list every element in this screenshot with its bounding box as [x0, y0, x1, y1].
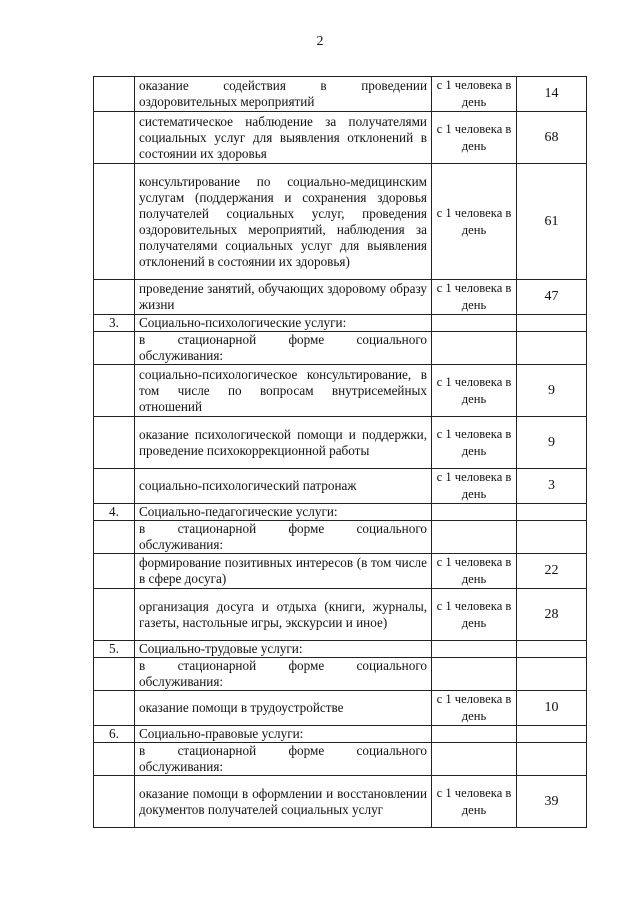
- service-value: 39: [517, 776, 587, 828]
- service-name: систематическое наблюдение за получателями социальных услуг для выявления отклонений в состоянии их здоровья: [135, 112, 432, 164]
- table-row: [94, 776, 587, 828]
- table-row: [94, 417, 587, 469]
- unit-of-measure: с 1 человека в день: [432, 776, 517, 828]
- table-row: [94, 504, 587, 521]
- unit-of-measure: с 1 человека в день: [432, 112, 517, 164]
- row-number: 5.: [94, 641, 135, 658]
- row-number: [94, 365, 135, 417]
- table-row: [94, 332, 587, 365]
- service-name: формирование позитивных интересов (в том числе в сфере досуга): [135, 554, 432, 589]
- unit-of-measure: с 1 человека в день: [432, 691, 517, 726]
- service-name: проведение занятий, обучающих здоровому образу жизни: [135, 280, 432, 315]
- row-number: [94, 280, 135, 315]
- service-value: 22: [517, 554, 587, 589]
- row-number: [94, 164, 135, 280]
- table-row: [94, 280, 587, 315]
- service-value: [517, 743, 587, 776]
- table-row: [94, 469, 587, 504]
- service-name: социально-психологический патронаж: [135, 469, 432, 504]
- unit-of-measure: [432, 332, 517, 365]
- row-number: [94, 417, 135, 469]
- service-name: оказание помощи в трудоустройстве: [135, 691, 432, 726]
- unit-of-measure: с 1 человека в день: [432, 417, 517, 469]
- service-name: организация досуга и отдыха (книги, журналы, газеты, настольные игры, экскурсии и иное): [135, 589, 432, 641]
- service-name: оказание помощи в оформлении и восстановлении документов получателей социальных услуг: [135, 776, 432, 828]
- service-name: в стационарной форме социального обслуживания:: [135, 521, 432, 554]
- unit-of-measure: [432, 315, 517, 332]
- service-value: [517, 521, 587, 554]
- table-row: [94, 658, 587, 691]
- service-value: [517, 504, 587, 521]
- service-name: Социально-психологические услуги:: [135, 315, 432, 332]
- unit-of-measure: [432, 641, 517, 658]
- service-name: оказание содействия в проведении оздоровительных мероприятий: [135, 77, 432, 112]
- table-row: [94, 77, 587, 112]
- row-number: [94, 469, 135, 504]
- row-number: [94, 332, 135, 365]
- row-number: [94, 743, 135, 776]
- service-value: [517, 641, 587, 658]
- unit-of-measure: с 1 человека в день: [432, 365, 517, 417]
- unit-of-measure: [432, 726, 517, 743]
- service-name: консультирование по социально-медицинским услугам (поддержания и сохранения здоровья получателей социальных услуг, проведения оздоровительных мероприятий, наблюдения за получателями социальных услуг для выявления отклонений в состоянии их здоровья): [135, 164, 432, 280]
- service-name: Социально-правовые услуги:: [135, 726, 432, 743]
- row-number: [94, 589, 135, 641]
- row-number: [94, 554, 135, 589]
- services-table: [93, 76, 587, 828]
- service-name: в стационарной форме социального обслуживания:: [135, 743, 432, 776]
- unit-of-measure: с 1 человека в день: [432, 280, 517, 315]
- table-row: [94, 641, 587, 658]
- unit-of-measure: с 1 человека в день: [432, 77, 517, 112]
- table-row: [94, 315, 587, 332]
- service-name: в стационарной форме социального обслуживания:: [135, 658, 432, 691]
- service-value: 9: [517, 417, 587, 469]
- row-number: [94, 691, 135, 726]
- service-value: 28: [517, 589, 587, 641]
- row-number: [94, 521, 135, 554]
- service-value: 10: [517, 691, 587, 726]
- service-value: 9: [517, 365, 587, 417]
- unit-of-measure: [432, 743, 517, 776]
- service-name: Социально-трудовые услуги:: [135, 641, 432, 658]
- table-row: [94, 112, 587, 164]
- service-name: Социально-педагогические услуги:: [135, 504, 432, 521]
- row-number: 4.: [94, 504, 135, 521]
- table-row: [94, 589, 587, 641]
- table-row: [94, 554, 587, 589]
- table-row: [94, 521, 587, 554]
- service-name: в стационарной форме социального обслуживания:: [135, 332, 432, 365]
- row-number: [94, 658, 135, 691]
- service-value: [517, 332, 587, 365]
- table-row: [94, 726, 587, 743]
- table-row: [94, 164, 587, 280]
- row-number: [94, 776, 135, 828]
- service-value: 3: [517, 469, 587, 504]
- unit-of-measure: с 1 человека в день: [432, 589, 517, 641]
- unit-of-measure: [432, 504, 517, 521]
- service-value: [517, 315, 587, 332]
- unit-of-measure: с 1 человека в день: [432, 469, 517, 504]
- service-value: [517, 658, 587, 691]
- unit-of-measure: [432, 658, 517, 691]
- service-value: 47: [517, 280, 587, 315]
- service-value: 68: [517, 112, 587, 164]
- unit-of-measure: с 1 человека в день: [432, 554, 517, 589]
- row-number: [94, 77, 135, 112]
- table-row: [94, 365, 587, 417]
- table-row: [94, 743, 587, 776]
- row-number: 6.: [94, 726, 135, 743]
- unit-of-measure: [432, 521, 517, 554]
- service-value: 61: [517, 164, 587, 280]
- service-name: оказание психологической помощи и поддержки, проведение психокоррекционной работы: [135, 417, 432, 469]
- row-number: 3.: [94, 315, 135, 332]
- unit-of-measure: с 1 человека в день: [432, 164, 517, 280]
- service-name: социально-психологическое консультирование, в том числе по вопросам внутрисемейных отношений: [135, 365, 432, 417]
- row-number: [94, 112, 135, 164]
- service-value: 14: [517, 77, 587, 112]
- service-value: [517, 726, 587, 743]
- page-number: 2: [316, 34, 324, 49]
- table-row: [94, 691, 587, 726]
